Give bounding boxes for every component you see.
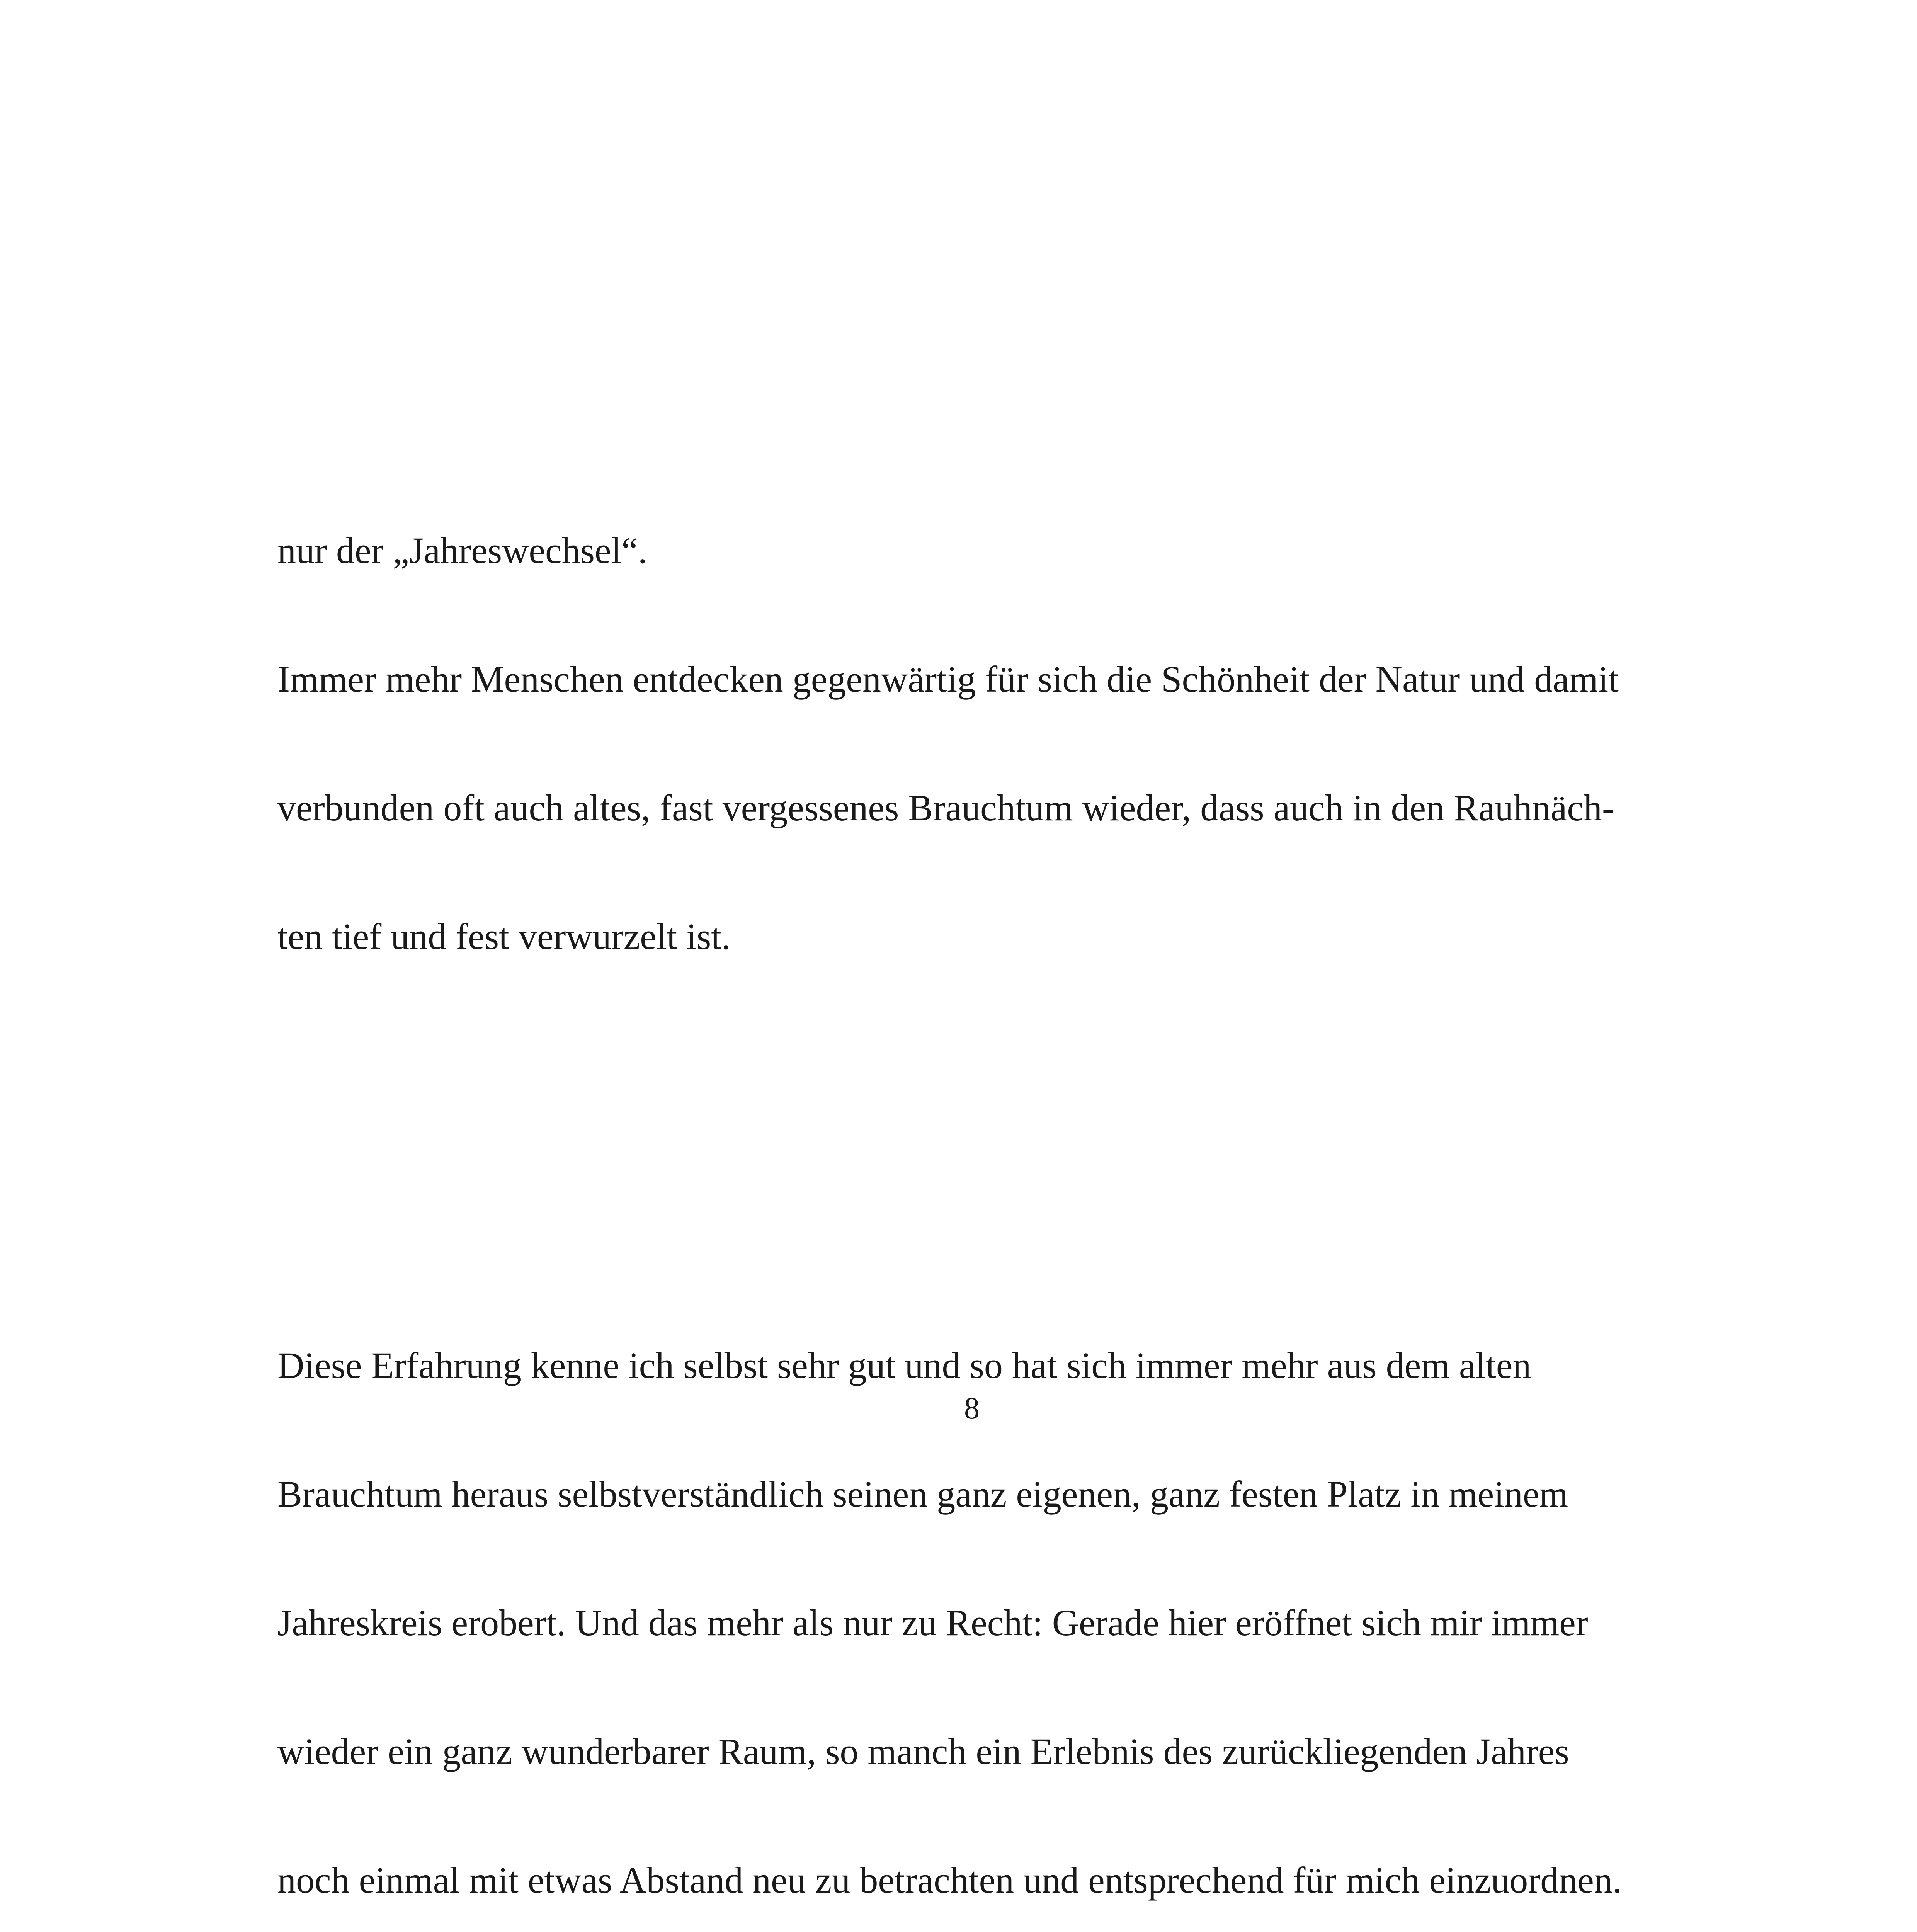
text-line: noch einmal mit etwas Abstand neu zu betrachten und entsprechend für mich einzuordnen. [277, 1859, 1622, 1901]
text-line: Brauchtum heraus selbstverständlich seinen ganz eigenen, ganz festen Platz in meinem [277, 1473, 1568, 1515]
paragraph [277, 443, 1761, 1044]
text-line: Jahreskreis erobert. Und das mehr als nur zu Recht: Gerade hier eröffnet sich mir immer [277, 1602, 1588, 1643]
text-line: ten tief und fest verwurzelt ist. [277, 916, 731, 957]
text-line: Diese Erfahrung kenne ich selbst sehr gut und so hat sich immer mehr aus dem alten [277, 1345, 1531, 1386]
body-text [277, 357, 1761, 1932]
paragraph [277, 1258, 1761, 1932]
text-line: wieder ein ganz wunderbarer Raum, so manch ein Erlebnis des zurückliegenden Jahres [277, 1731, 1569, 1772]
paragraph-spacer [277, 1129, 1761, 1172]
text-line: verbunden oft auch altes, fast vergessenes Brauchtum wieder, dass auch in den Rauhnäch- [277, 787, 1614, 828]
page-number: 8 [964, 1391, 980, 1425]
text-line: Immer mehr Menschen entdecken gegenwärtig für sich die Schönheit der Natur und damit [277, 658, 1619, 700]
text-line: nur der „Jahreswechsel“. [277, 530, 647, 571]
